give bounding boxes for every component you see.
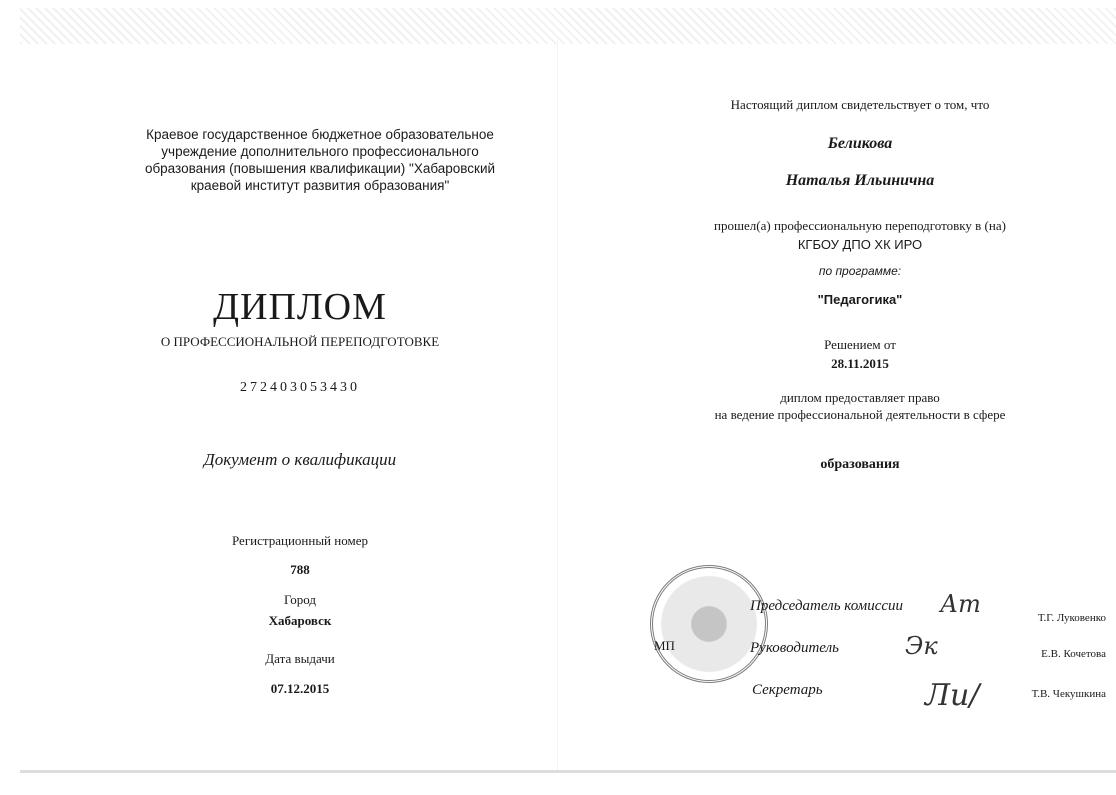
name-head: Е.В. Кочетова [1041, 648, 1106, 660]
scan-edge [0, 0, 20, 795]
decorative-border-top [20, 8, 1116, 44]
institution-name [130, 126, 510, 194]
decorative-border-bottom [20, 770, 1116, 773]
program-label: по программе: [818, 264, 902, 278]
page-fold [557, 40, 558, 770]
document-type: Документ о квалификации [203, 450, 397, 469]
rights-text-2: на ведение профессиональной деятельности в сфере [714, 407, 1006, 422]
given-name: Наталья Ильинична [785, 172, 935, 189]
signature-secretary: Ли/ [925, 678, 980, 713]
serial-number: 272403053430 [240, 380, 360, 395]
diploma-subtitle: О ПРОФЕССИОНАЛЬНОЙ ПЕРЕПОДГОТОВКЕ [160, 334, 440, 349]
city: Хабаровск [268, 613, 332, 628]
issue-date-label: Дата выдачи [265, 651, 335, 666]
sphere: образования [820, 457, 900, 472]
issue-date: 07.12.2015 [270, 681, 330, 696]
role-chairman: Председатель комиссии [750, 598, 904, 614]
surname: Беликова [827, 135, 893, 152]
intro-text: Настоящий диплом свидетельствует о том, что [730, 97, 990, 112]
diploma-title: ДИПЛОМ [213, 286, 387, 328]
name-secretary: Т.В. Чекушкина [1031, 688, 1106, 700]
role-secretary: Секретарь [752, 682, 823, 698]
decision-label: Решением от [824, 337, 896, 352]
institution-line: краевой институт развития образования" [190, 178, 450, 193]
institution-line: Краевое государственное бюджетное образовательное [146, 127, 494, 142]
organization: КГБОУ ДПО ХК ИРО [797, 237, 923, 252]
reg-number: 788 [290, 562, 310, 577]
name-chairman: Т.Г. Луковенко [1037, 612, 1106, 624]
official-seal [650, 565, 768, 683]
decision-date: 28.11.2015 [831, 356, 889, 371]
institution-line: образования (повышения квалификации) "Хабаровский [144, 161, 496, 176]
role-head: Руководитель [750, 640, 839, 656]
passed-text: прошел(а) профессиональную переподготовку в (на) [714, 218, 1006, 233]
reg-number-label: Регистрационный номер [232, 533, 368, 548]
institution-line: учреждение дополнительного профессионального [161, 144, 479, 159]
rights-text-1: диплом предоставляет право [780, 390, 940, 405]
signature-head: Эк [905, 632, 938, 660]
stamp-label: МП [654, 638, 675, 653]
program-name: "Педагогика" [817, 292, 903, 307]
city-label: Город [283, 592, 317, 607]
signature-chairman: Ат [940, 590, 981, 618]
